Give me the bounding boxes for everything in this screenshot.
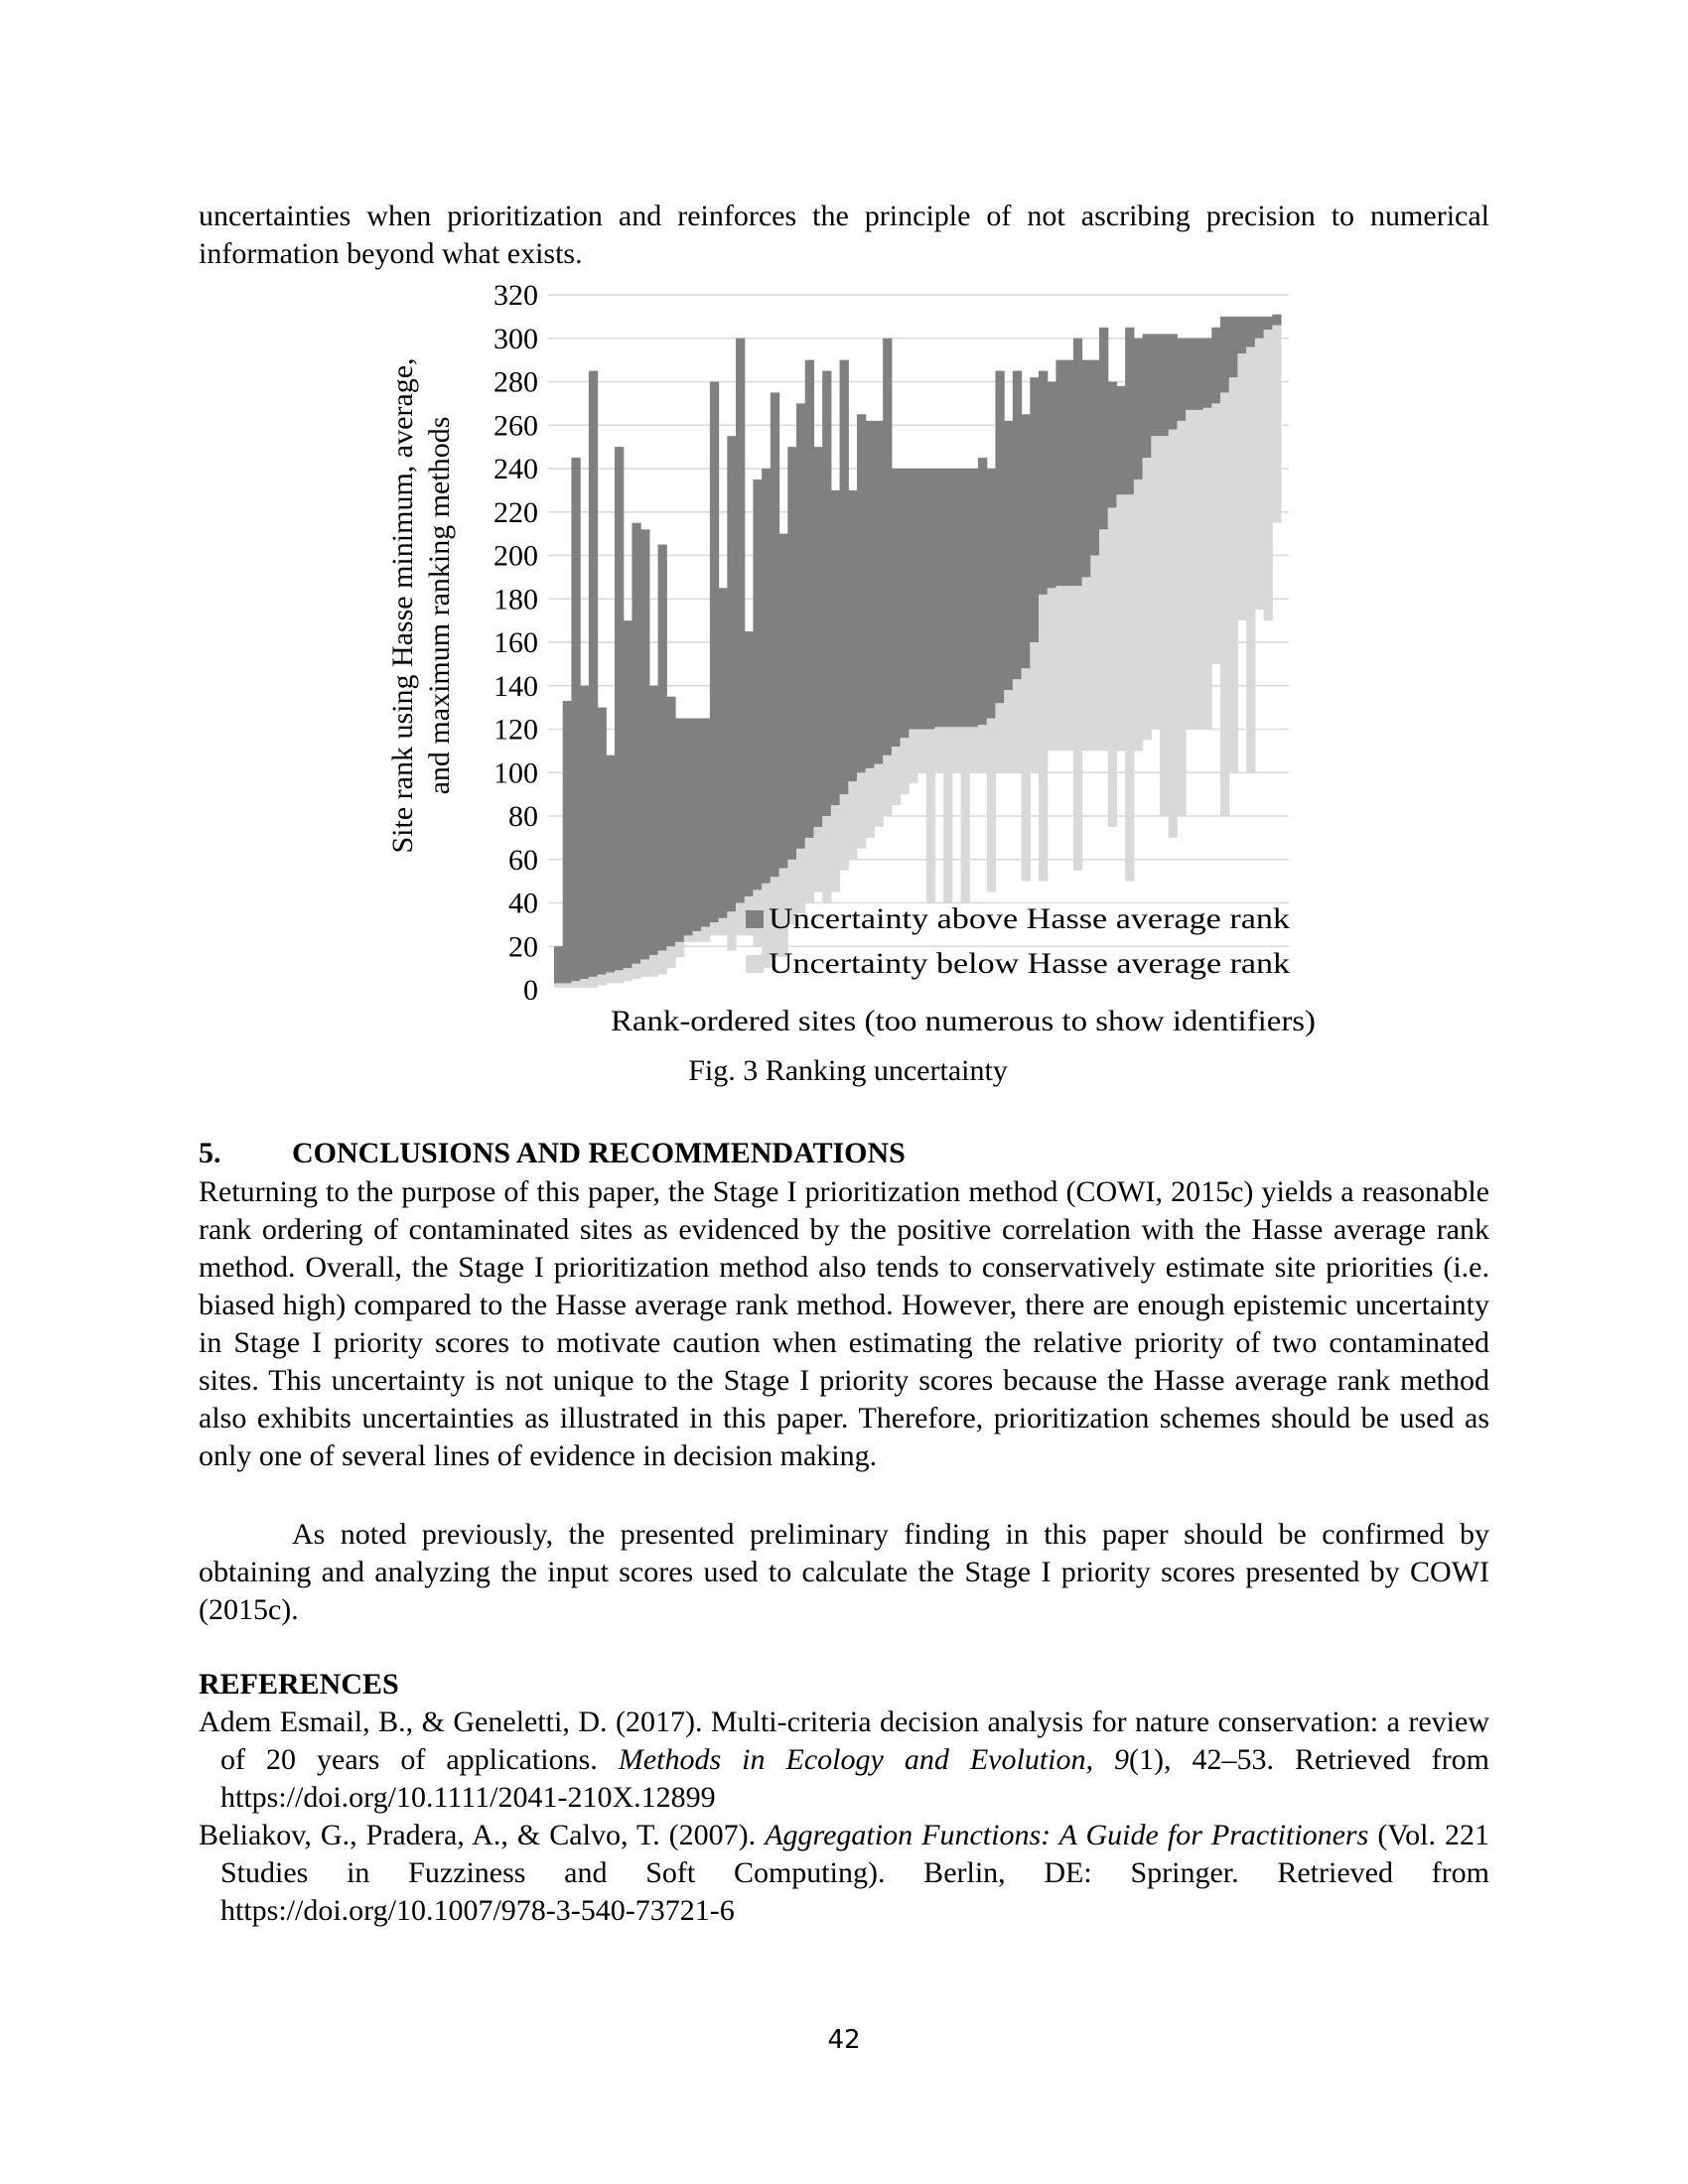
bar-below-average [978,725,987,772]
bar-above-average [1116,386,1125,494]
bar-above-average [1177,339,1186,421]
bar-below-average [727,911,736,950]
bar-above-average [675,719,684,942]
bar-above-average [632,523,640,964]
y-tick-label: 160 [493,626,538,659]
bar-below-average [1143,458,1152,740]
bar-below-average [1177,421,1186,816]
y-tick-label: 220 [493,495,538,529]
bar-above-average [745,631,754,896]
bar-above-average [961,469,970,727]
bar-above-average [1125,328,1134,494]
bar-above-average [1186,339,1195,410]
bar-below-average [1022,668,1031,881]
y-axis-label-line1: Site rank using Hasse minimum, average, [386,357,419,854]
page-number: 42 [827,2025,861,2055]
bar-above-average [1030,377,1039,642]
bar-below-average [1090,556,1099,751]
legend-swatch-below [746,955,764,973]
bar-above-average [857,414,866,772]
bar-above-average [1064,360,1073,587]
y-tick-label: 140 [493,669,538,703]
bar-below-average [1108,507,1117,827]
bar-above-average [995,371,1004,704]
bar-above-average [762,469,771,884]
bar-above-average [848,490,857,781]
y-tick-label: 180 [493,583,538,616]
bar-above-average [554,946,563,983]
bar-above-average [1108,382,1117,508]
bar-above-average [753,479,762,889]
bar-below-average [857,772,866,849]
bar-above-average [813,447,822,827]
bar-below-average [1099,529,1108,751]
bar-below-average [632,964,640,979]
conclusions-paragraph-2: As noted previously, the presented preliminary finding in this paper should be confirmed by obtaining and analyzing the input scores used to calculate the Stage I priority scores presented by COWI (2015c). [199,1518,1489,1626]
bar-above-average [1255,317,1264,339]
bar-below-average [580,979,589,988]
bar-below-average [987,719,996,892]
section-number: 5. [199,1137,221,1169]
legend-label-below: Uncertainty below Hasse average rank [769,947,1290,980]
y-axis-ticks [493,279,538,1007]
bar-above-average [805,360,814,838]
chart-bars [554,315,1282,988]
bar-above-average [779,534,788,869]
figure-caption-text: Fig. 3 Ranking uncertainty [688,1054,1008,1087]
bar-below-average [640,959,649,977]
bar-below-average [1134,479,1143,751]
bar-below-average [1055,586,1064,751]
y-tick-label: 120 [493,713,538,747]
bar-above-average [943,469,952,727]
bar-below-average [1048,588,1056,751]
bar-above-average [978,458,987,725]
bar-below-average [701,927,710,942]
intro-paragraph: uncertainties when prioritization and reinforces the principle of not ascribing precision to numerical information beyond what exists. [199,200,1489,270]
section-title: CONCLUSIONS AND RECOMMENDATIONS [292,1137,906,1169]
bar-above-average [727,436,736,911]
bar-below-average [658,951,667,975]
y-tick-label: 240 [493,453,538,485]
bar-above-average [1004,421,1013,690]
chart-legend [746,902,1290,980]
reference-item: Adem Esmail, B., & Geneletti, D. (2017). Multi-criteria decision analysis for nature conservation: a review of 20 years of applications. Methods in Ecology and Evolution, 9(1), 42–53. Retrieved from https://doi.org/10.1111/2041-210X.12899 [199,1706,1489,1814]
bar-above-average [666,697,675,947]
bar-below-average [909,730,917,784]
bar-below-average [1229,377,1238,772]
bar-above-average [598,708,607,975]
x-axis-label: Rank-ordered sites (too numerous to show identifiers) [611,1005,1316,1037]
bar-above-average [563,701,572,983]
bar-above-average [1220,317,1229,393]
bar-above-average [1055,360,1064,587]
bar-above-average [606,755,615,973]
bar-below-average [719,918,728,936]
bar-below-average [624,968,633,981]
bar-above-average [710,382,719,923]
bar-above-average [1203,339,1212,408]
bar-below-average [934,727,943,772]
bar-below-average [1082,577,1091,751]
bar-above-average [649,686,658,955]
y-tick-label: 100 [493,756,538,790]
bar-above-average [1272,315,1281,326]
y-tick-label: 40 [508,887,538,920]
conclusions-paragraph-1: Returning to the purpose of this paper, the Stage I prioritization method (COWI, 2015c) yields a reasonable rank ordering of contaminated sites as evidenced by the positive correlation with the Hasse average rank method. Overall, the Stage I prioritization method also tends to conservatively estimate site priorities (i.e. biased high) compared to the Hasse average rank method. However, there are enough epistemic uncertainty in Stage I priority scores to motivate caution when estimating the relative priority of two contaminated sites. This uncertainty is not unique to the Stage I priority scores because the Hasse average rank method also exhibits uncertainties as illustrated in this paper. Therefore, prioritization schemes should be used as only one of several lines of evidence in decision making. [199,1175,1489,1472]
bar-below-average [1264,330,1273,620]
bar-above-average [901,469,910,738]
bar-below-average [1064,586,1073,751]
bar-above-average [580,686,589,979]
y-tick-label: 260 [493,409,538,443]
bar-below-average [917,730,926,773]
bar-below-average [901,738,910,794]
y-tick-label: 0 [523,974,538,1007]
bar-below-average [1039,595,1048,882]
bar-above-average [771,392,779,877]
bar-above-average [1099,328,1108,529]
bar-above-average [1022,414,1031,668]
bar-below-average [805,838,814,903]
bar-below-average [1255,339,1264,610]
references-list [199,1704,1489,1930]
bar-above-average [987,469,996,719]
bar-above-average [934,469,943,727]
bar-above-average [787,447,796,860]
bar-above-average [719,588,728,918]
bar-below-average [675,942,684,957]
bar-above-average [952,469,961,727]
bar-below-average [1004,690,1013,772]
bar-below-average [1211,403,1220,664]
y-tick-label: 280 [493,365,538,399]
y-tick-label: 20 [508,930,538,964]
bar-above-average [1039,371,1048,595]
bar-below-average [1237,353,1246,620]
bar-above-average [796,403,805,848]
bar-above-average [1143,334,1152,458]
bar-below-average [831,805,840,892]
bar-above-average [701,719,710,927]
bar-below-average [1116,494,1125,751]
bar-below-average [874,764,883,827]
references-heading: REFERENCES [199,1668,399,1701]
bar-above-average [866,421,875,768]
y-tick-label: 60 [508,843,538,877]
bar-below-average [692,931,701,942]
bar-above-average [1073,339,1082,586]
y-tick-label: 80 [508,800,538,833]
bar-below-average [1125,494,1134,881]
bar-above-average [926,469,935,730]
bar-above-average [1237,317,1246,353]
bar-above-average [640,529,649,959]
bar-above-average [1211,328,1220,404]
bar-below-average [736,903,745,936]
reference-item: Beliakov, G., Pradera, A., & Calvo, T. (2007). Aggregation Functions: A Guide for Practitioners (Vol. 221 Studies in Fuzziness and Soft Computing). Berlin, DE: Springer. Retrieved from https://doi.org/10.1007/978-3-540-73721-6 [199,1819,1490,1927]
bar-above-average [909,469,917,730]
bar-below-average [848,781,857,860]
bar-below-average [1186,410,1195,730]
y-tick-label: 320 [493,279,538,312]
bar-above-average [736,339,745,903]
bar-below-average [813,827,822,892]
bar-below-average [1030,642,1039,772]
bar-below-average [1220,392,1229,816]
bar-below-average [1272,326,1281,523]
bar-below-average [666,946,675,968]
bar-above-average [1048,382,1056,589]
bar-above-average [1160,334,1169,436]
bar-above-average [831,490,840,805]
bar-below-average [1203,408,1212,730]
bar-above-average [1169,334,1178,429]
bar-above-average [1134,339,1143,479]
bar-below-average [822,816,831,903]
bar-below-average [866,768,875,838]
bar-below-average [892,747,901,805]
bar-below-average [554,983,563,987]
bar-below-average [961,727,970,902]
bar-below-average [710,922,719,935]
bar-below-average [649,955,658,977]
bar-above-average [1264,317,1273,330]
y-axis-label-line2: and maximum ranking methods [423,416,456,795]
legend-label-above: Uncertainty above Hasse average rank [769,902,1290,935]
bar-below-average [1195,410,1203,730]
bar-below-average [1160,436,1169,816]
bar-below-average [563,983,572,987]
bar-below-average [571,981,580,988]
bar-above-average [589,371,598,977]
bar-above-average [892,469,901,747]
bar-above-average [624,620,633,968]
bar-below-average [969,727,978,772]
bar-above-average [840,360,849,795]
y-tick-label: 300 [493,322,538,355]
bar-below-average [1169,430,1178,838]
bar-above-average [684,719,693,936]
bar-above-average [1151,334,1160,436]
bar-below-average [606,973,615,984]
bar-above-average [692,719,701,931]
bar-below-average [684,935,693,942]
bar-below-average [952,727,961,772]
bar-above-average [1090,360,1099,556]
bar-above-average [615,447,624,970]
bar-above-average [571,458,580,981]
ranking-uncertainty-chart [367,278,1321,1042]
bar-below-average [598,975,607,986]
bar-above-average [1013,371,1022,680]
y-tick-label: 200 [493,539,538,573]
bar-below-average [615,970,624,983]
bar-below-average [995,703,1004,772]
bar-below-average [1073,586,1082,871]
section-heading [199,1135,906,1172]
bar-above-average [1195,339,1203,410]
bar-above-average [1246,317,1255,347]
bar-above-average [1082,360,1091,578]
bar-above-average [874,421,883,764]
bar-below-average [1246,347,1255,773]
figure-caption [0,1052,1688,1090]
bar-above-average [822,371,831,816]
bar-below-average [1151,436,1160,729]
bar-above-average [917,469,926,730]
bar-below-average [840,794,849,871]
bar-above-average [969,469,978,727]
bar-above-average [658,545,667,951]
bar-below-average [883,755,892,816]
legend-swatch-above [746,910,764,928]
bar-below-average [1013,679,1022,772]
bar-below-average [589,977,598,988]
bar-below-average [926,730,935,903]
bar-above-average [883,339,892,755]
bar-above-average [1229,317,1238,377]
bar-below-average [943,727,952,902]
